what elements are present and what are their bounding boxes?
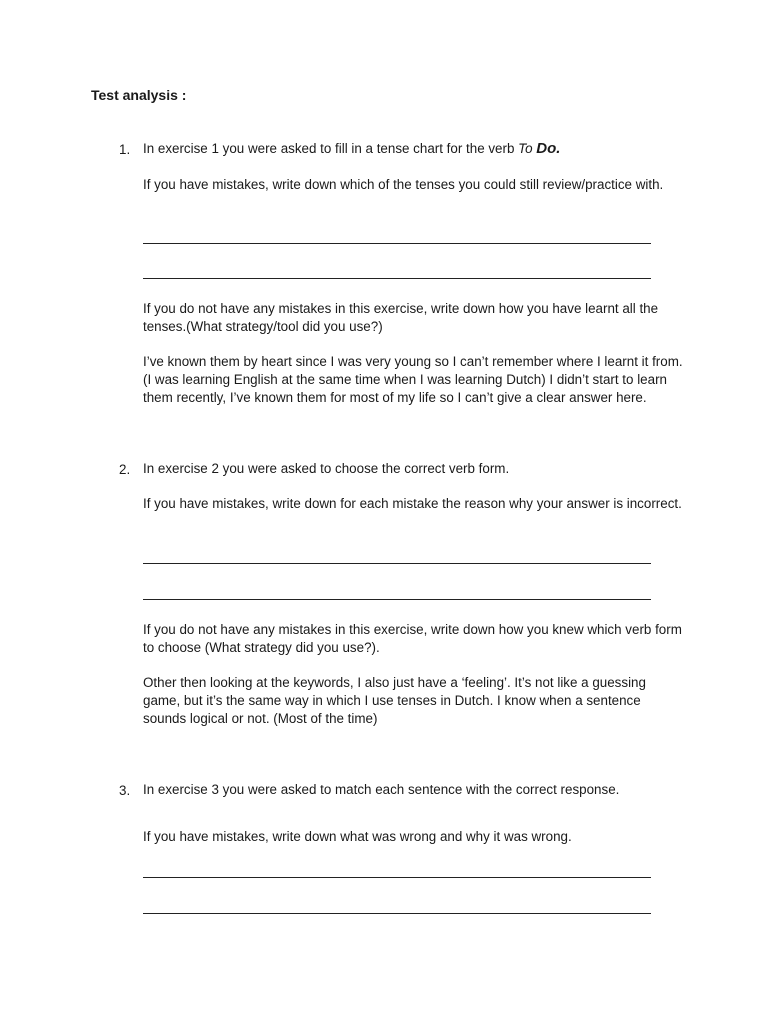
question-2-prompt: In exercise 2 you were asked to choose the correct verb form. — [143, 461, 510, 476]
question-2-no-mistakes-instruction: If you do not have any mistakes in this exercise, write down how you knew which verb form to choose (What strategy did you use?). — [143, 622, 682, 655]
question-2-answer-line-1 — [143, 563, 651, 564]
question-3-mistakes-instruction: If you have mistakes, write down what was wrong and why it was wrong. — [143, 829, 572, 844]
page-title: Test analysis : — [91, 87, 187, 103]
question-3-prompt: In exercise 3 you were asked to match each sentence with the correct response. — [143, 782, 620, 797]
question-3-answer-line-2 — [143, 913, 651, 914]
question-2-number: 2. — [119, 462, 131, 477]
question-1-verb-do: Do. — [536, 140, 561, 157]
question-3-number: 3. — [119, 783, 131, 798]
question-1-prompt-text: In exercise 1 you were asked to fill in a tense chart for the verb — [143, 141, 515, 156]
question-1-answer-line-1 — [143, 243, 651, 244]
question-1-answer: I’ve known them by heart since I was very young so I can’t remember where I learnt it from. (I was learning English at the same time when I was learning Dutch) I didn’t start to learn them recently, I’ve known them for most of my life so I can’t give a clear answer here. — [143, 354, 683, 405]
question-2-answer: Other then looking at the keywords, I also just have a ‘feeling’. It’s not like a guessing game, but it’s the same way in which I use tenses in Dutch. I know when a sentence sounds logical or not. (Most of the time) — [143, 675, 646, 726]
question-3-answer-line-1 — [143, 877, 651, 878]
question-1-prompt — [143, 140, 683, 158]
question-2-answer-line-2 — [143, 599, 651, 600]
question-1-mistakes-instruction: If you have mistakes, write down which of the tenses you could still review/practice with. — [143, 177, 664, 192]
question-2-mistakes-instruction: If you have mistakes, write down for each mistake the reason why your answer is incorrect. — [143, 496, 682, 511]
question-1-answer-line-2 — [143, 278, 651, 279]
question-1-number: 1. — [119, 142, 131, 157]
question-1-no-mistakes-instruction: If you do not have any mistakes in this exercise, write down how you have learnt all the tenses.(What strategy/tool did you use?) — [143, 301, 659, 334]
question-1-verb-to: To — [518, 141, 533, 156]
